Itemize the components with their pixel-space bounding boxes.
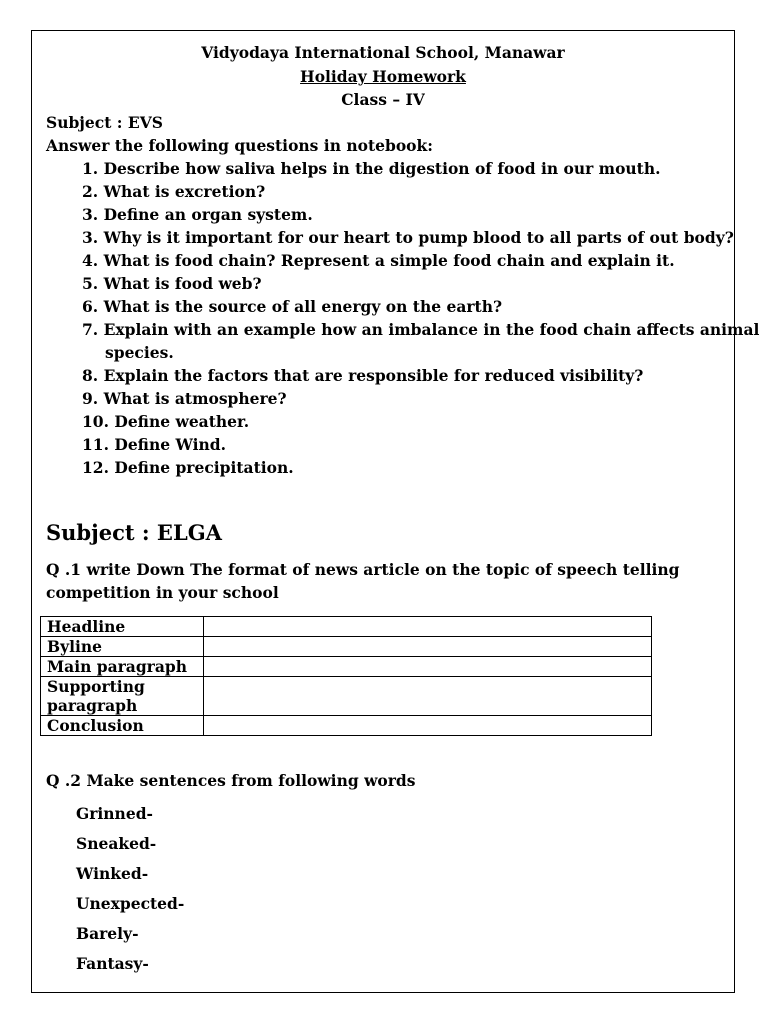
word-item: Grinned- [76, 804, 153, 823]
homework-title: Holiday Homework [300, 67, 466, 86]
table-cell-label: Conclusion [41, 716, 204, 736]
table-cell-value [204, 617, 652, 637]
question-item: 1. Describe how saliva helps in the digestion of food in our mouth. [82, 159, 661, 178]
question-item: 12. Define precipitation. [82, 458, 294, 477]
question-item: 2. What is excretion? [82, 182, 266, 201]
word-item: Winked- [76, 864, 149, 883]
word-item: Sneaked- [76, 834, 157, 853]
evs-instruction: Answer the following questions in notebook: [46, 136, 433, 155]
table-cell-label: Supporting paragraph [41, 677, 204, 716]
elga-q1-line1: Q .1 write Down The format of news article on the topic of speech telling [46, 560, 680, 579]
word-item: Fantasy- [76, 954, 149, 973]
table-row [41, 617, 652, 637]
table-cell-value [204, 657, 652, 677]
question-item: 6. What is the source of all energy on the earth? [82, 297, 503, 316]
table-cell-label: Byline [41, 637, 204, 657]
school-name: Vidyodaya International School, Manawar [201, 43, 565, 62]
word-item: Barely- [76, 924, 139, 943]
class-label: Class – IV [341, 90, 425, 109]
question-item: 9. What is atmosphere? [82, 389, 287, 408]
news-format-table [40, 616, 652, 736]
question-item: 3. Why is it important for our heart to pump blood to all parts of out body? [82, 228, 734, 247]
table-cell-value [204, 716, 652, 736]
table-cell-value [204, 637, 652, 657]
question-item: 7. Explain with an example how an imbalance in the food chain affects animal [82, 320, 760, 339]
question-item: 8. Explain the factors that are responsible for reduced visibility? [82, 366, 644, 385]
elga-q2: Q .2 Make sentences from following words [46, 771, 416, 790]
table-row [41, 677, 652, 716]
question-item: 5. What is food web? [82, 274, 262, 293]
question-item: 3. Define an organ system. [82, 205, 313, 224]
word-item: Unexpected- [76, 894, 185, 913]
table-row [41, 716, 652, 736]
elga-q1-line2: competition in your school [46, 583, 279, 602]
table-cell-value [204, 677, 652, 716]
table-cell-label: Main paragraph [41, 657, 204, 677]
table-row [41, 657, 652, 677]
elga-subject: Subject : ELGA [46, 520, 222, 545]
table-row [41, 637, 652, 657]
question-item: 10. Define weather. [82, 412, 250, 431]
question-item: 4. What is food chain? Represent a simple food chain and explain it. [82, 251, 675, 270]
table-cell-label: Headline [41, 617, 204, 637]
question-item: 11. Define Wind. [82, 435, 227, 454]
question-continuation: species. [105, 343, 174, 362]
evs-subject: Subject : EVS [46, 113, 163, 132]
